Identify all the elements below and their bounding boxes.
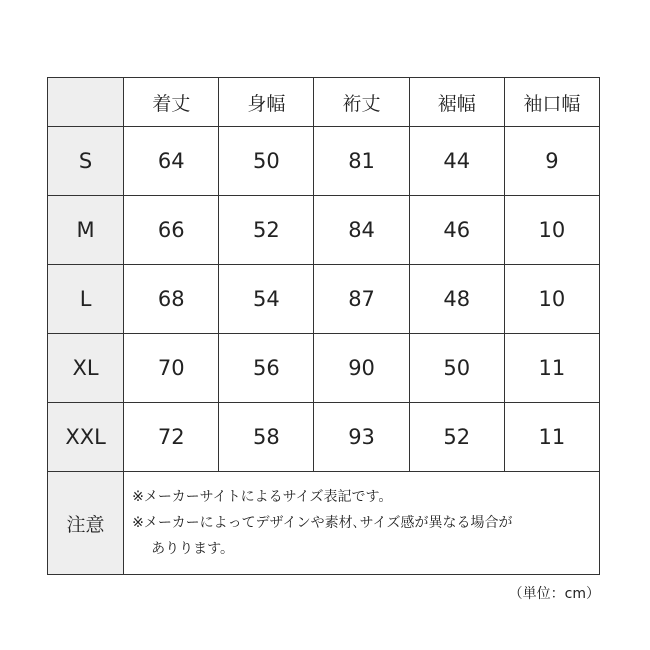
header-row xyxy=(48,78,600,127)
table-cell: 93 xyxy=(314,403,409,472)
row-size-label: M xyxy=(48,196,124,265)
table-cell: 10 xyxy=(504,265,599,334)
table-cell: 72 xyxy=(124,403,219,472)
table-cell: 50 xyxy=(409,334,504,403)
table-cell: 50 xyxy=(219,127,314,196)
table-cell: 11 xyxy=(504,403,599,472)
row-size-label: XL xyxy=(48,334,124,403)
table-cell: 68 xyxy=(124,265,219,334)
header-sleeve-length: 裄丈 xyxy=(314,78,409,127)
table-cell: 11 xyxy=(504,334,599,403)
row-size-label: S xyxy=(48,127,124,196)
note-line: ありります。 xyxy=(151,541,235,557)
table-cell: 54 xyxy=(219,265,314,334)
table-cell: 64 xyxy=(124,127,219,196)
table-cell: 46 xyxy=(409,196,504,265)
note-body xyxy=(124,472,600,575)
size-chart-table xyxy=(47,77,600,575)
header-corner xyxy=(48,78,124,127)
table-row xyxy=(48,403,600,472)
table-row xyxy=(48,265,600,334)
table-cell: 81 xyxy=(314,127,409,196)
table-cell: 70 xyxy=(124,334,219,403)
unit-label: （単位：cm） xyxy=(508,586,600,602)
table-cell: 48 xyxy=(409,265,504,334)
table-cell: 10 xyxy=(504,196,599,265)
table-cell: 87 xyxy=(314,265,409,334)
header-cuff-width: 袖口幅 xyxy=(504,78,599,127)
note-line: ※メーカーサイトによるサイズ表記です。 xyxy=(132,489,393,505)
table-cell: 52 xyxy=(409,403,504,472)
note-label: 注意 xyxy=(48,472,124,575)
table-row xyxy=(48,334,600,403)
row-size-label: L xyxy=(48,265,124,334)
note-line: ※メーカーによってデザインや素材､サイズ感が異なる場合が xyxy=(132,515,513,531)
header-body-width: 身幅 xyxy=(219,78,314,127)
table-row xyxy=(48,127,600,196)
table-cell: 58 xyxy=(219,403,314,472)
note-row xyxy=(48,472,600,575)
table-cell: 52 xyxy=(219,196,314,265)
table-cell: 56 xyxy=(219,334,314,403)
table-cell: 90 xyxy=(314,334,409,403)
table-row xyxy=(48,196,600,265)
header-length: 着丈 xyxy=(124,78,219,127)
row-size-label: XXL xyxy=(48,403,124,472)
table-cell: 84 xyxy=(314,196,409,265)
header-hem-width: 裾幅 xyxy=(409,78,504,127)
table-cell: 44 xyxy=(409,127,504,196)
table-cell: 9 xyxy=(504,127,599,196)
table-cell: 66 xyxy=(124,196,219,265)
